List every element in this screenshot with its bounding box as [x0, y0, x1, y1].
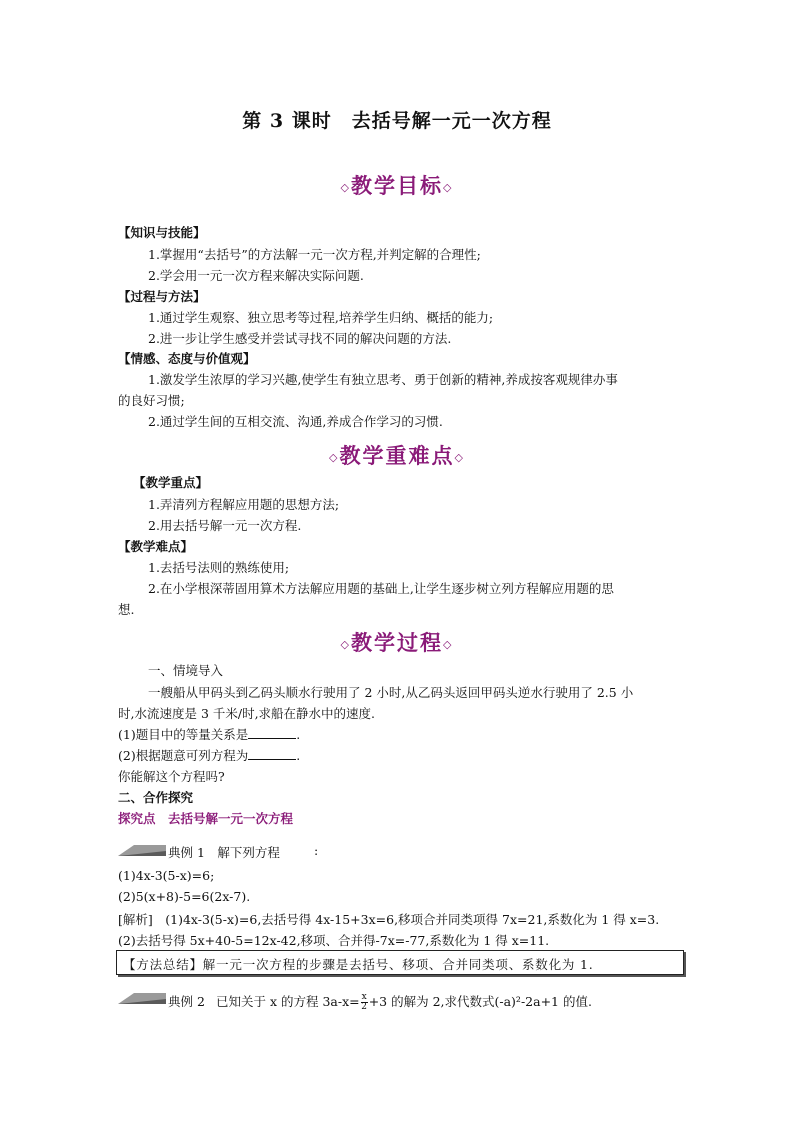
process-item-1: 1.通过学生观察、独立思考等过程,培养学生归纳、概括的能力; — [148, 310, 494, 325]
question-2-end: . — [296, 748, 301, 763]
question-2-text: (2)根据题意可列方程为 — [118, 748, 249, 763]
diamond-icon: ◇ — [340, 181, 351, 194]
focus-item-2: 2.用去括号解一元一次方程. — [148, 518, 302, 533]
answer-blank — [248, 726, 296, 739]
emotion-item-1-continued: 的良好习惯; — [118, 393, 185, 408]
teaching-difficulty-label: 【教学难点】 — [118, 539, 194, 554]
scenario-text: 一艘船从甲码头到乙码头顺水行驶用了 2 小时,从乙码头返回甲码头逆水行驶用了 2.5 小 — [148, 685, 634, 700]
question-1-end: . — [296, 727, 301, 742]
process-item-2: 2.进一步让学生感受并尝试寻找不同的解决问题的方法. — [148, 331, 452, 346]
part-1-heading: 一、情境导入 — [148, 663, 224, 678]
emotion-item-1: 1.激发学生浓厚的学习兴趣,使学生有独立思考、勇于创新的精神,养成按客观规律办事 — [148, 372, 618, 387]
difficulty-item-2-continued: 想. — [118, 602, 135, 617]
section-title-process: 教学过程 — [351, 630, 443, 655]
knowledge-item-1: 1.掌握用“去括号”的方法解一元一次方程,并判定解的合理性; — [148, 247, 481, 262]
example-1-colon: : — [314, 843, 319, 858]
difficulty-item-1: 1.去括号法则的熟练使用; — [148, 560, 290, 575]
example-1-solution-continued: (2)去括号得 5x+40-5=12x-42,移项、合并得-7x=-77,系数化为 1 得 x=11. — [118, 933, 550, 948]
question-1 — [118, 725, 300, 743]
question-2 — [118, 746, 300, 764]
diamond-icon: ◇ — [443, 638, 454, 651]
example-tag-icon — [118, 845, 166, 856]
section-heading-objectives — [0, 170, 794, 200]
question-3: 你能解这个方程吗? — [118, 769, 225, 784]
knowledge-item-2: 2.学会用一元一次方程来解决实际问题. — [148, 268, 364, 283]
knowledge-skills-label: 【知识与技能】 — [118, 225, 206, 240]
fraction-denominator: 2 — [361, 1002, 368, 1012]
focus-item-1: 1.弄清列方程解应用题的思想方法; — [148, 497, 340, 512]
section-heading-key-points — [0, 440, 794, 470]
example-tag-icon — [118, 993, 166, 1004]
example-1-solution: [解析] (1)4x-3(5-x)=6,去括号得 4x-15+3x=6,移项合并同类项得 7x=21,系数化为 1 得 x=3. — [118, 912, 660, 927]
example-1-problem-2: (2)5(x+8)-5=6(2x-7). — [118, 889, 251, 904]
topic-heading: 探究点 去括号解一元一次方程 — [118, 811, 294, 826]
section-heading-process — [0, 627, 794, 657]
answer-blank — [248, 747, 296, 760]
fraction — [361, 993, 368, 1012]
process-methods-label: 【过程与方法】 — [118, 289, 206, 304]
part-2-heading: 二、合作探究 — [118, 790, 194, 805]
method-summary-box — [116, 950, 684, 975]
method-summary-text: 【方法总结】解一元一次方程的步骤是去括号、移项、合并同类项、系数化为 1. — [123, 957, 594, 972]
diamond-icon: ◇ — [443, 181, 454, 194]
example-2-label: 典例 2 — [168, 994, 205, 1009]
emotion-values-label: 【情感、态度与价值观】 — [118, 351, 256, 366]
teaching-focus-label: 【教学重点】 — [133, 475, 209, 490]
diamond-icon: ◇ — [329, 451, 340, 464]
diamond-icon: ◇ — [454, 451, 465, 464]
example-2-text-continued: +3 的解为 2,求代数式(-a)²-2a+1 的值. — [368, 994, 592, 1009]
section-title-objectives: 教学目标 — [351, 173, 443, 198]
section-title-key-points: 教学重难点 — [339, 443, 455, 468]
scenario-text-continued: 时,水流速度是 3 千米/时,求船在静水中的速度. — [118, 706, 376, 721]
emotion-item-2: 2.通过学生间的互相交流、沟通,养成合作学习的习惯. — [148, 414, 443, 429]
fraction-numerator: x — [361, 992, 367, 1002]
page-title: 第 3 课时 去括号解一元一次方程 — [242, 110, 552, 132]
example-1-label: 典例 1 解下列方程 — [168, 845, 280, 860]
example-2-text: 已知关于 x 的方程 3a-x= — [216, 994, 360, 1009]
example-2-problem — [216, 992, 592, 1012]
example-1-problem-1: (1)4x-3(5-x)=6; — [118, 868, 215, 883]
difficulty-item-2: 2.在小学根深蒂固用算术方法解应用题的基础上,让学生逐步树立列方程解应用题的思 — [148, 581, 614, 596]
diamond-icon: ◇ — [340, 638, 351, 651]
question-1-text: (1)题目中的等量关系是 — [118, 727, 249, 742]
